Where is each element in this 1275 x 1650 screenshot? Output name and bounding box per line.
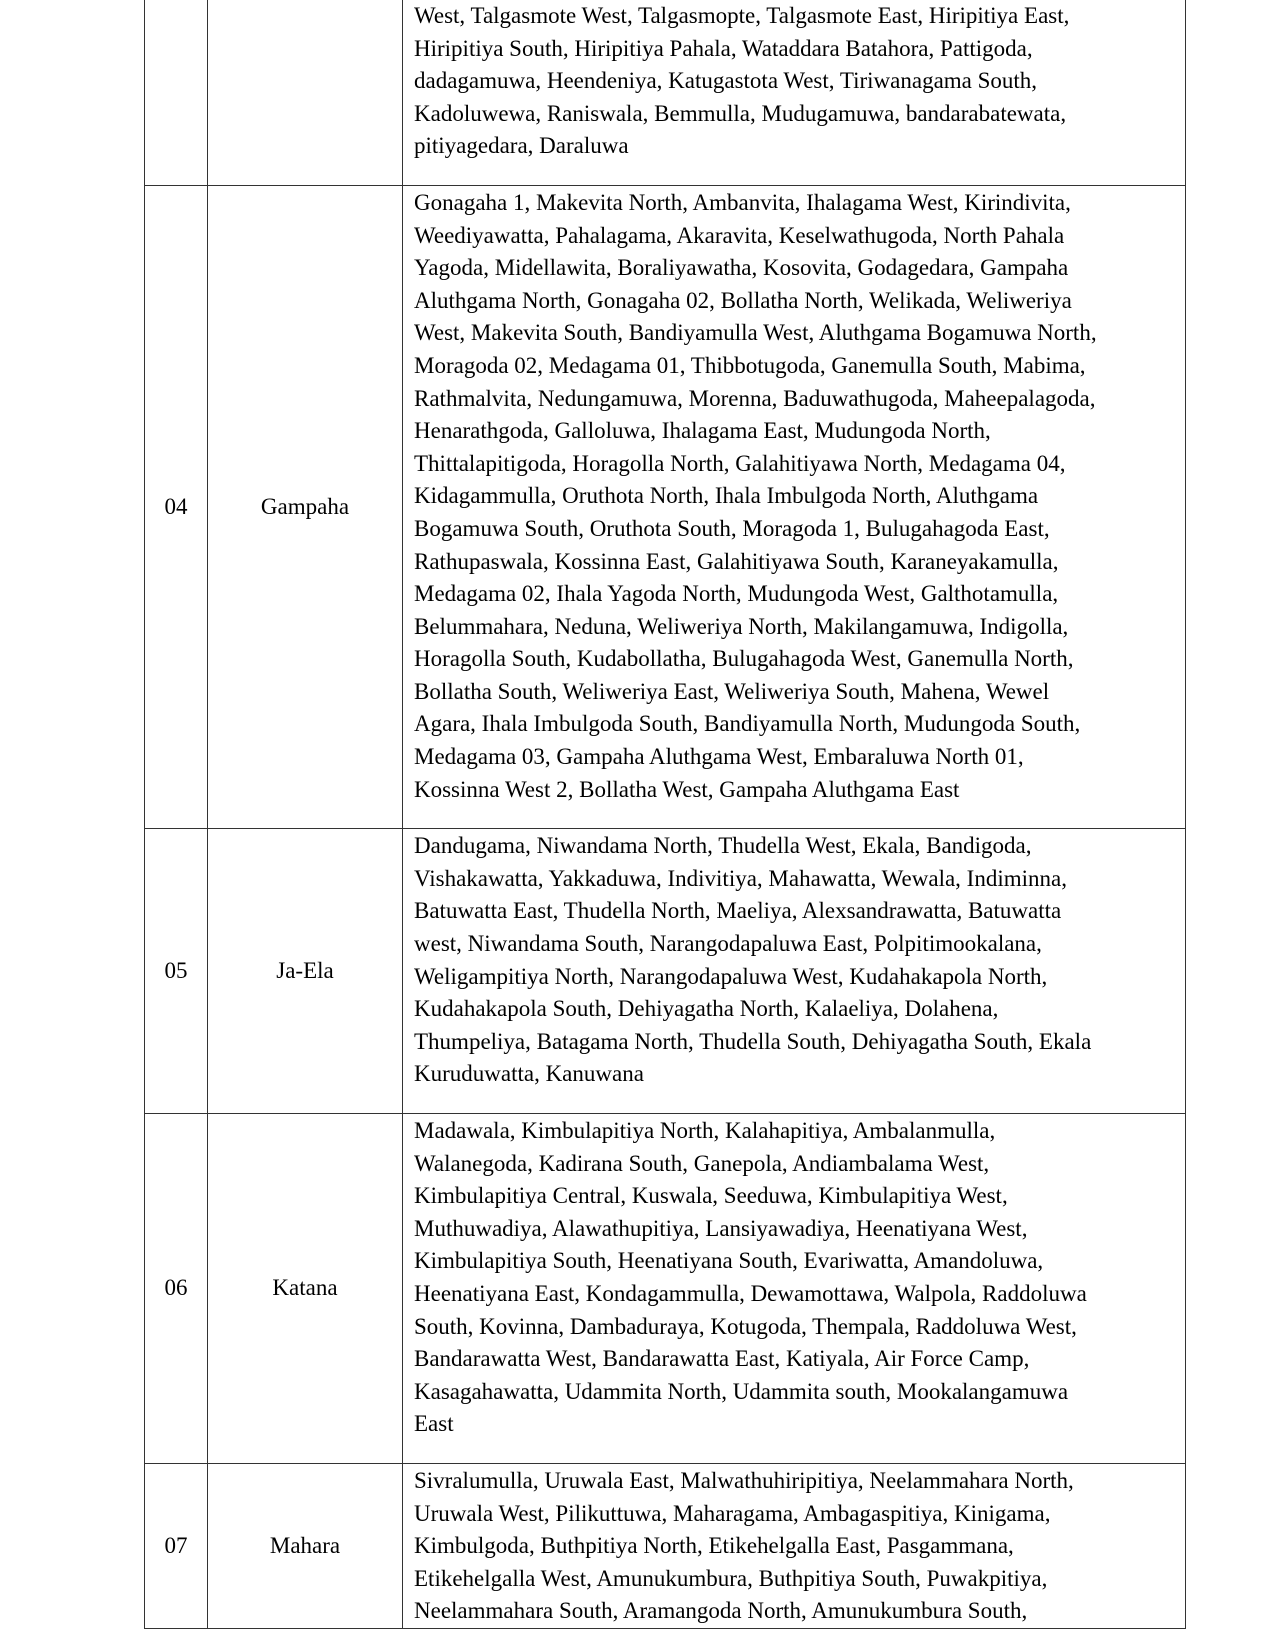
gn-division-table <box>144 0 1186 1629</box>
division-name-cell <box>208 0 403 185</box>
gn-divisions-line: Bogamuwa South, Oruthota South, Moragoda 1, Bulugahagoda East, <box>414 515 1050 541</box>
gn-divisions-line: Moragoda 02, Medagama 01, Thibbotugoda, Ganemulla South, Mabima, <box>414 352 1086 378</box>
gn-divisions-line: East <box>414 1411 454 1437</box>
table-row <box>145 1114 1186 1464</box>
gn-divisions-line: Sivralumulla, Uruwala East, Malwathuhiripitiya, Neelammahara North, <box>414 1467 1074 1493</box>
table-row <box>145 0 1186 185</box>
gn-divisions-line: Rathupaswala, Kossinna East, Galahitiyawa South, Karaneyakamulla, <box>414 548 1059 574</box>
gn-divisions-line: Agara, Ihala Imbulgoda South, Bandiyamulla North, Mudungoda South, <box>414 711 1081 737</box>
gn-divisions-line: Kudahakapola South, Dehiyagatha North, Kalaeliya, Dolahena, <box>414 996 999 1022</box>
division-name-cell: Gampaha <box>208 185 403 828</box>
row-number-cell: 07 <box>145 1463 208 1628</box>
gn-divisions-text <box>414 1464 1175 1628</box>
gn-divisions-line: Uruwala West, Pilikuttuwa, Maharagama, Ambagaspitiya, Kinigama, <box>414 1500 1051 1526</box>
gn-divisions-line: Bollatha South, Weliweriya East, Weliweriya South, Mahena, Wewel <box>414 678 1050 704</box>
gn-divisions-text <box>414 1114 1175 1463</box>
gn-divisions-line: Dandugama, Niwandama North, Thudella West, Ekala, Bandigoda, <box>414 833 1032 859</box>
gn-divisions-line: Kossinna West 2, Bollatha West, Gampaha Aluthgama East <box>414 776 960 802</box>
gn-divisions-line: Kadoluwewa, Raniswala, Bemmulla, Mudugamuwa, bandarabatewata, <box>414 100 1067 126</box>
gn-divisions-cell <box>403 829 1186 1114</box>
gn-divisions-line: Bandarawatta West, Bandarawatta East, Katiyala, Air Force Camp, <box>414 1346 1030 1372</box>
gn-divisions-line: Walanegoda, Kadirana South, Ganepola, Andiambalama West, <box>414 1150 990 1176</box>
gn-divisions-line: Rathmalvita, Nedungamuwa, Morenna, Baduwathugoda, Maheepalagoda, <box>414 385 1096 411</box>
gn-divisions-line: Weediyawatta, Pahalagama, Akaravita, Keselwathugoda, North Pahala <box>414 222 1065 248</box>
gn-divisions-line: Aluthgama North, Gonagaha 02, Bollatha North, Welikada, Weliweriya <box>414 287 1072 313</box>
gn-divisions-line: Medagama 02, Ihala Yagoda North, Mudungoda West, Galthotamulla, <box>414 581 1059 607</box>
gn-divisions-line: Hiripitiya South, Hiripitiya Pahala, Wataddara Batahora, Pattigoda, <box>414 35 1033 61</box>
gn-divisions-text <box>414 0 1175 185</box>
gn-divisions-line: West, Makevita South, Bandiyamulla West, Aluthgama Bogamuwa North, <box>414 320 1097 346</box>
division-name-cell: Katana <box>208 1114 403 1464</box>
gn-divisions-text <box>414 186 1175 828</box>
gn-divisions-line: Kimbulapitiya Central, Kuswala, Seeduwa, Kimbulapitiya West, <box>414 1183 1008 1209</box>
table-row <box>145 185 1186 828</box>
gn-divisions-line: Kimbulapitiya South, Heenatiyana South, Evariwatta, Amandoluwa, <box>414 1248 1044 1274</box>
row-number-cell <box>145 0 208 185</box>
gn-divisions-line: Yagoda, Midellawita, Boraliyawatha, Kosovita, Godagedara, Gampaha <box>414 255 1069 281</box>
table-row <box>145 1463 1186 1628</box>
gn-divisions-line: Horagolla South, Kudabollatha, Bulugahagoda West, Ganemulla North, <box>414 646 1074 672</box>
gn-divisions-line: Gonagaha 1, Makevita North, Ambanvita, Ihalagama West, Kirindivita, <box>414 189 1071 215</box>
table-body <box>145 0 1186 1628</box>
row-number-cell: 06 <box>145 1114 208 1464</box>
gn-divisions-line: Kuruduwatta, Kanuwana <box>414 1061 644 1087</box>
division-name-cell: Mahara <box>208 1463 403 1628</box>
gn-divisions-line: Weligampitiya North, Narangodapaluwa West, Kudahakapola North, <box>414 963 1048 989</box>
gn-divisions-line: Heenatiyana East, Kondagammulla, Dewamottawa, Walpola, Raddoluwa <box>414 1280 1087 1306</box>
gn-divisions-line: Batuwatta East, Thudella North, Maeliya, Alexsandrawatta, Batuwatta <box>414 898 1062 924</box>
gn-divisions-line: Madawala, Kimbulapitiya North, Kalahapitiya, Ambalanmulla, <box>414 1118 996 1143</box>
gn-divisions-line: Muthuwadiya, Alawathupitiya, Lansiyawadiya, Heenatiyana West, <box>414 1215 1028 1241</box>
gn-divisions-line: Kidagammulla, Oruthota North, Ihala Imbulgoda North, Aluthgama <box>414 483 1039 509</box>
gn-divisions-line: dadagamuwa, Heendeniya, Katugastota West, Tiriwanagama South, <box>414 68 1038 94</box>
gn-divisions-line: West, Talgasmote West, Talgasmopte, Talgasmote East, Hiripitiya East, <box>414 3 1070 28</box>
gn-divisions-line: Thittalapitigoda, Horagolla North, Galahitiyawa North, Medagama 04, <box>414 450 1066 476</box>
gn-divisions-cell <box>403 185 1186 828</box>
gn-divisions-line: pitiyagedara, Daraluwa <box>414 133 629 159</box>
gn-divisions-line: Thumpeliya, Batagama North, Thudella South, Dehiyagatha South, Ekala <box>414 1028 1092 1054</box>
gn-divisions-cell <box>403 0 1186 185</box>
row-number-cell: 04 <box>145 185 208 828</box>
gn-divisions-cell <box>403 1114 1186 1464</box>
gn-divisions-line: South, Kovinna, Dambaduraya, Kotugoda, Thempala, Raddoluwa West, <box>414 1313 1077 1339</box>
division-name-cell: Ja-Ela <box>208 829 403 1114</box>
gn-divisions-line: Belummahara, Neduna, Weliweriya North, Makilangamuwa, Indigolla, <box>414 613 1069 639</box>
gn-divisions-line: Neelammahara South, Aramangoda North, Amunukumbura South, <box>414 1598 1028 1624</box>
gn-divisions-line: Vishakawatta, Yakkaduwa, Indivitiya, Mahawatta, Wewala, Indiminna, <box>414 865 1067 891</box>
gn-divisions-line: Medagama 03, Gampaha Aluthgama West, Embaraluwa North 01, <box>414 744 1024 770</box>
gn-divisions-line: Kasagahawatta, Udammita North, Udammita south, Mookalangamuwa <box>414 1378 1069 1404</box>
table-row <box>145 829 1186 1114</box>
gn-divisions-line: Kimbulgoda, Buthpitiya North, Etikehelgalla East, Pasgammana, <box>414 1533 1014 1559</box>
gn-divisions-line: west, Niwandama South, Narangodapaluwa East, Polpitimookalana, <box>414 931 1042 957</box>
row-number-cell: 05 <box>145 829 208 1114</box>
gn-divisions-text <box>414 829 1175 1113</box>
gn-divisions-line: Etikehelgalla West, Amunukumbura, Buthpitiya South, Puwakpitiya, <box>414 1565 1048 1591</box>
gn-divisions-line: Henarathgoda, Galloluwa, Ihalagama East, Mudungoda North, <box>414 418 991 444</box>
gn-divisions-cell <box>403 1463 1186 1628</box>
